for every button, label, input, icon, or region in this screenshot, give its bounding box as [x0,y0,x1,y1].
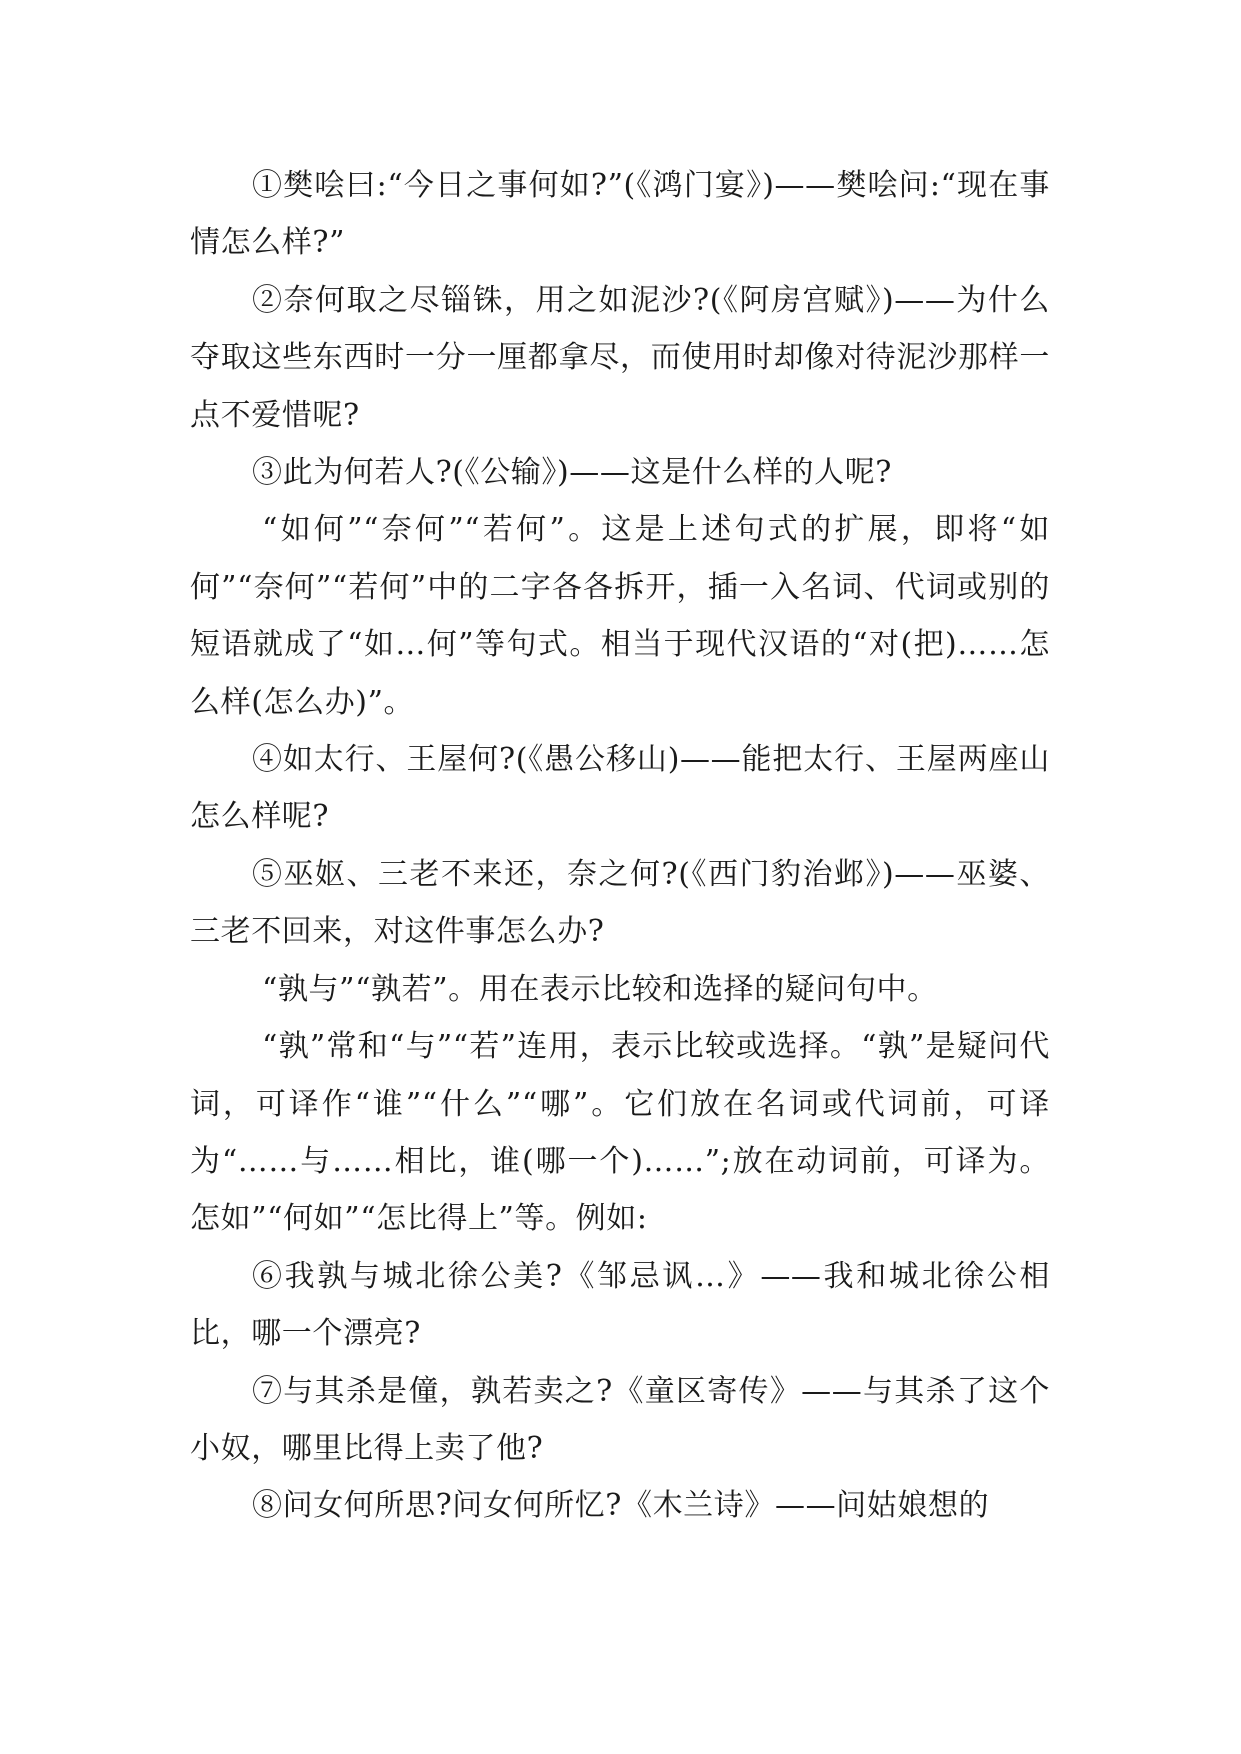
paragraph-example-7: ⑦与其杀是僮，孰若卖之?《童区寄传》——与其杀了这个小奴，哪里比得上卖了他? [190,1373,1050,1466]
paragraph-example-2: ②奈何取之尽锱铢，用之如泥沙?(《阿房宫赋》)——为什么夺取这些东西时一分一厘都拿尽，而使用时却像对待泥沙那样一点不爱惜呢? [190,282,1050,433]
paragraph-example-6: ⑥我孰与城北徐公美?《邹忌讽…》——我和城北徐公相比，哪一个漂亮? [190,1258,1050,1352]
paragraph-example-4: ④如太行、王屋何?(《愚公移山)——能把太行、王屋两座山怎么样呢? [190,742,1050,835]
paragraph-shu-explanation: “孰”常和“与”“若”连用，表示比较或选择。“孰”是疑问代词，可译作“谁”“什么”“哪”。它们放在名词或代词前，可译为“……与……相比，谁(哪一个)……”;放在动词前，可译为。怎如”“何如”“怎比得上”等。例如: [190,1029,1050,1237]
document-body [190,157,1050,1535]
paragraph-example-1: ①樊哙曰:“今日之事何如?”(《鸿门宴》)——樊哙问:“现在事情怎么样?” [190,168,1050,261]
paragraph-example-5: ⑤巫妪、三老不来还，奈之何?(《西门豹治邺》)——巫婆、三老不回来，对这件事怎么办? [190,856,1050,950]
paragraph-ruhe-explanation: “如何”“奈何”“若何”。这是上述句式的扩展，即将“如何”“奈何”“若何”中的二字各各拆开，插一入名词、代词或别的短语就成了“如…何”等句式。相当于现代汉语的“对(把)……怎么样(怎么办)”。 [190,512,1050,720]
paragraph-shuyu-heading: “孰与”“孰若”。用在表示比较和选择的疑问句中。 [262,971,938,1007]
paragraph-example-3: ③此为何若人?(《公输》)——这是什么样的人呢? [252,455,892,491]
paragraph-example-8: ⑧问女何所思?问女何所忆?《木兰诗》——问姑娘想的 [252,1488,990,1524]
